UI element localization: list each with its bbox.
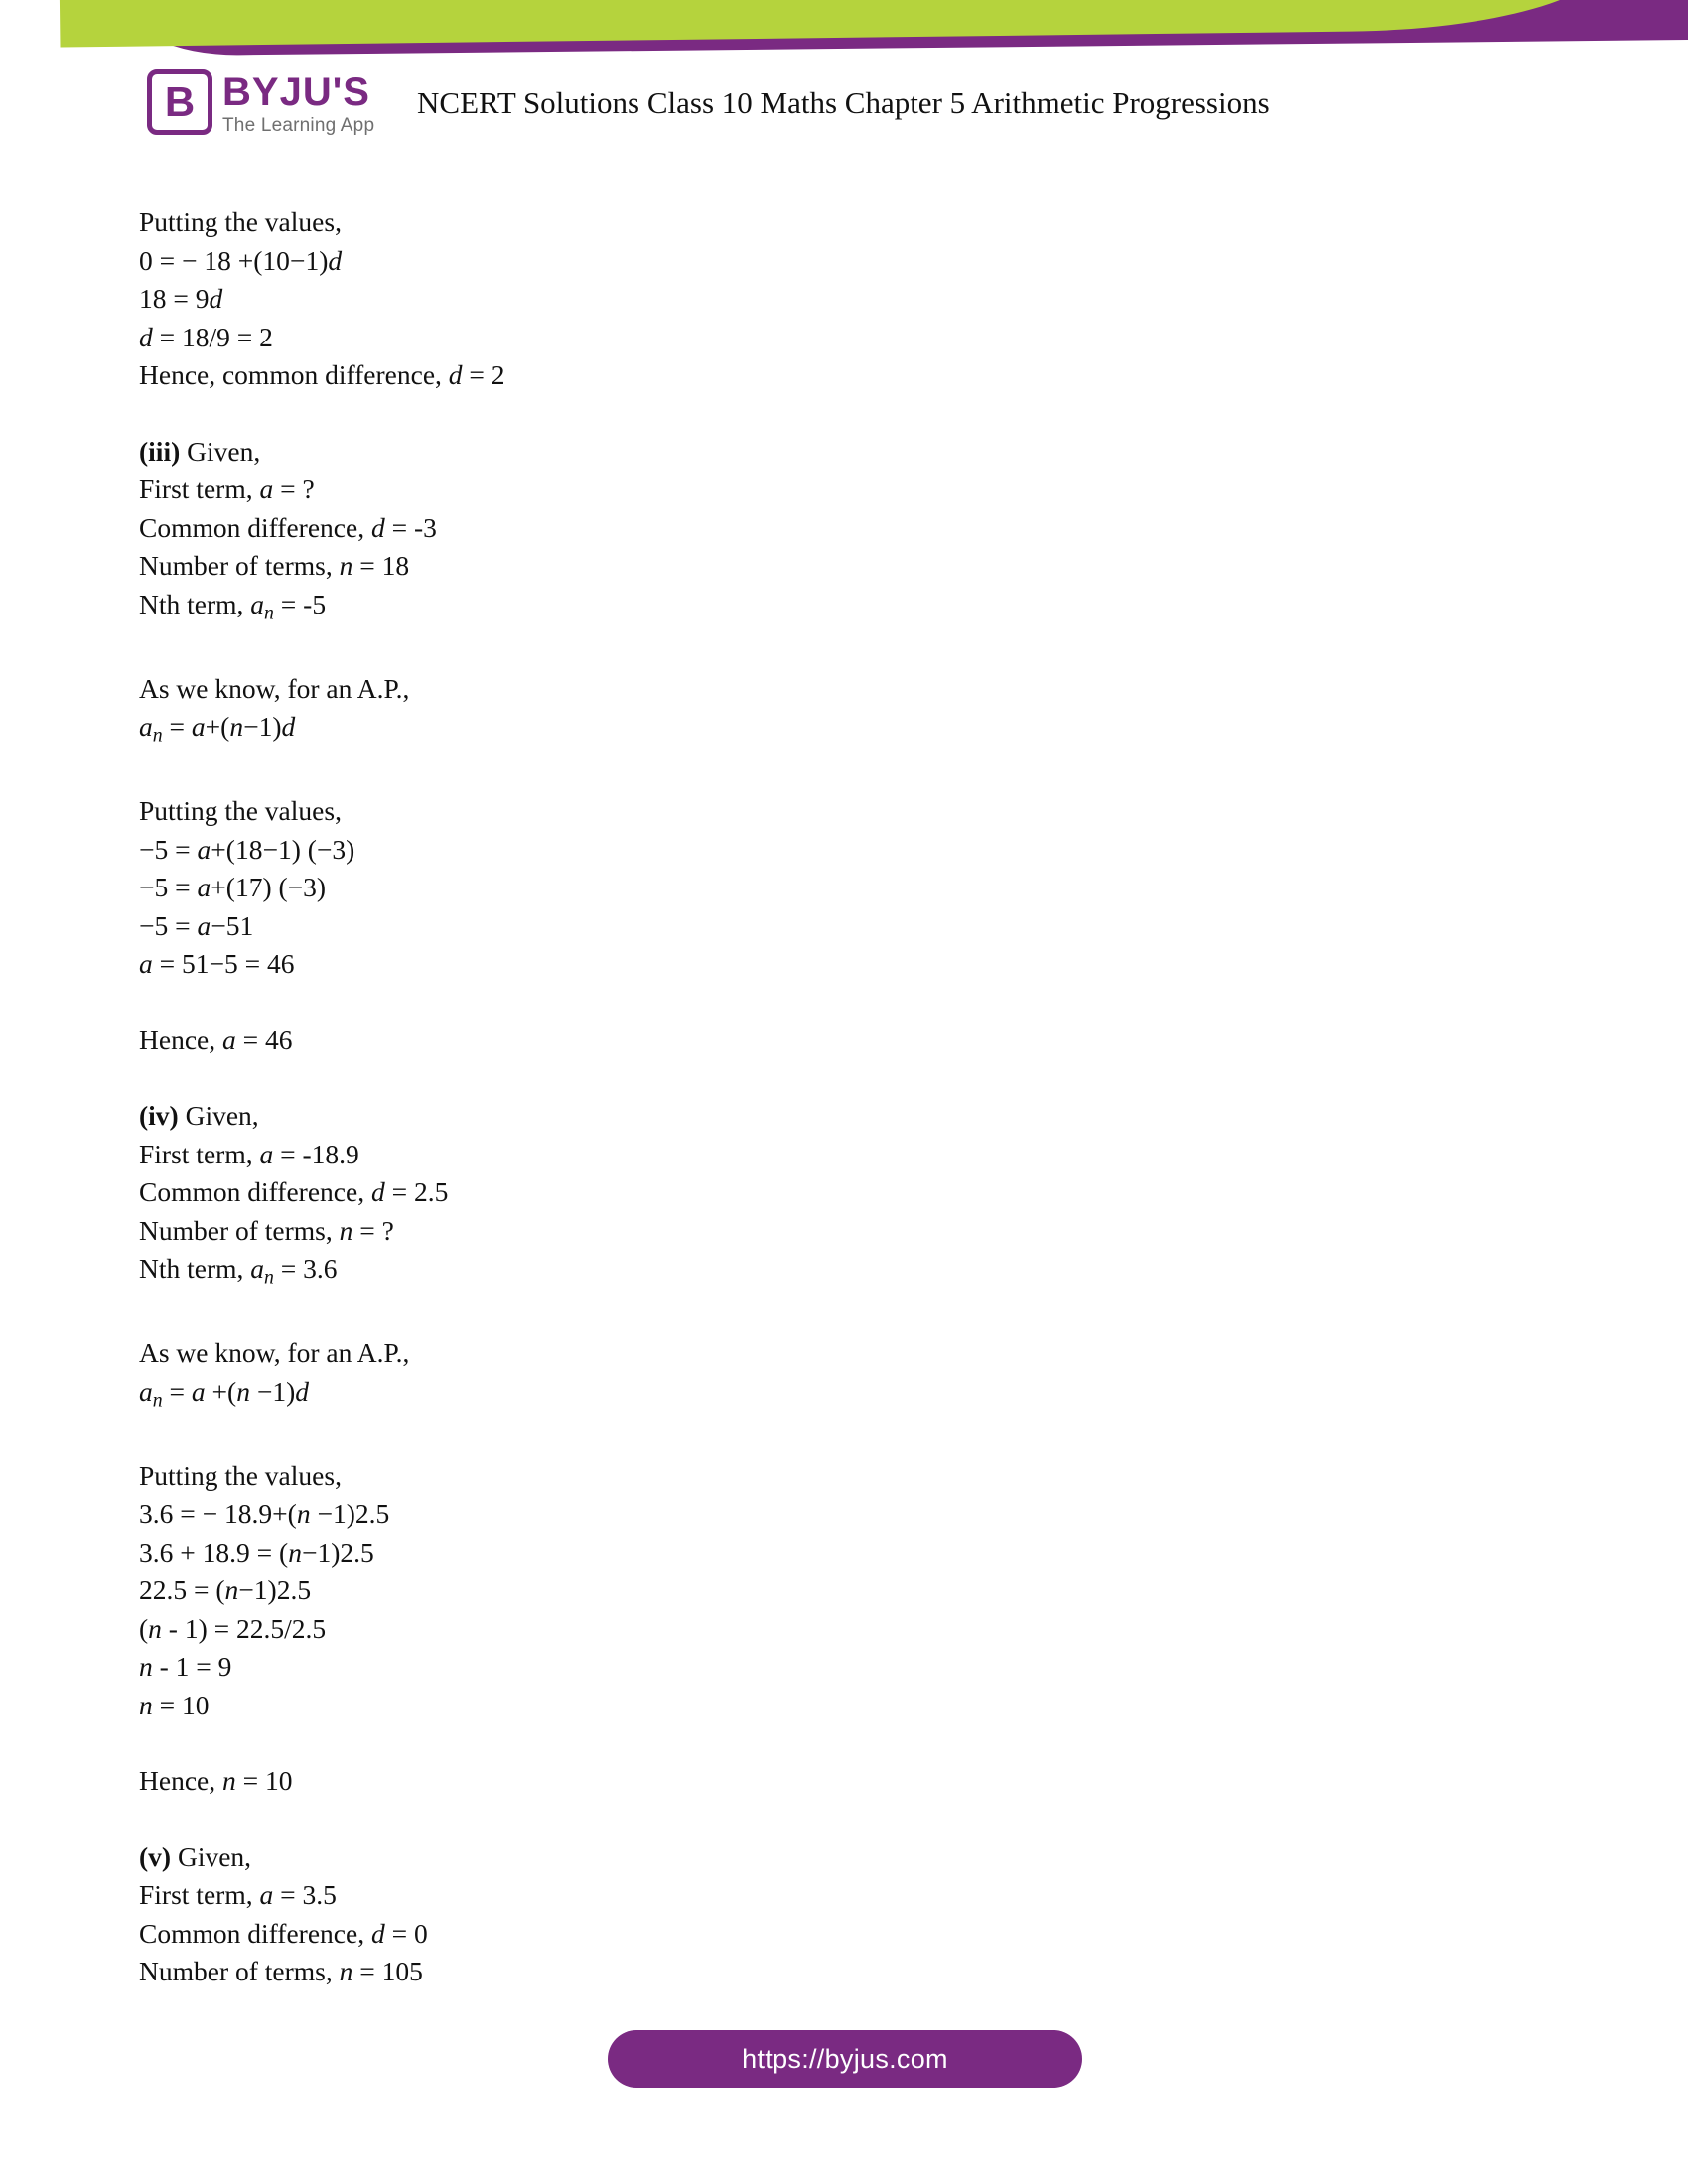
text-line: Hence, n = 10 [139, 1765, 293, 1797]
logo-letter: B [164, 78, 196, 125]
text-line: −5 = a−51 [139, 909, 254, 941]
text-line: (iii) Given, [139, 435, 261, 467]
footer-website-link[interactable] [608, 2030, 1082, 2088]
solution-body [139, 204, 1549, 2029]
text-line: 3.6 + 18.9 = (n−1)2.5 [139, 1536, 374, 1568]
text-line: Putting the values, [139, 206, 342, 237]
text-line: Number of terms, n = 105 [139, 1956, 423, 1987]
text-line: Common difference, d = 2.5 [139, 1176, 449, 1208]
text-line: Hence, a = 46 [139, 1024, 293, 1055]
text-line: −5 = a+(18−1) (−3) [139, 833, 355, 865]
text-line: Common difference, d = -3 [139, 511, 437, 543]
text-line: (v) Given, [139, 1841, 252, 1872]
page-header [0, 62, 1688, 171]
solution-block [139, 1839, 1549, 1991]
solution-block [139, 204, 1549, 395]
page-top-decoration [0, 0, 1688, 62]
text-line: 18 = 9d [139, 283, 223, 314]
text-line: 0 = − 18 +(10−1)d [139, 244, 343, 276]
text-line: First term, a = ? [139, 474, 315, 504]
solution-block [139, 670, 1549, 755]
text-line: Number of terms, n = 18 [139, 550, 410, 581]
text-line: Common difference, d = 0 [139, 1917, 428, 1949]
logo-text-block [222, 69, 374, 137]
text-line: d = 18/9 = 2 [139, 321, 273, 352]
text-line: Putting the values, [139, 1459, 342, 1491]
text-line: 3.6 = − 18.9+(n −1)2.5 [139, 1498, 390, 1530]
text-line: n = 10 [139, 1689, 210, 1720]
footer-url-label: https://byjus.com [742, 2043, 948, 2074]
text-line: 22.5 = (n−1)2.5 [139, 1574, 312, 1606]
solution-block [139, 433, 1549, 632]
text-line: First term, a = 3.5 [139, 1879, 337, 1911]
solution-block [139, 1762, 1549, 1801]
logo-tagline: The Learning App [222, 115, 375, 136]
text-line: As we know, for an A.P., [139, 672, 410, 704]
text-line: First term, a = -18.9 [139, 1138, 359, 1169]
text-line: Putting the values, [139, 795, 342, 827]
text-line: Hence, common difference, d = 2 [139, 359, 505, 390]
logo-b-icon [147, 69, 212, 135]
text-line: (iv) Given, [139, 1100, 259, 1132]
byjus-logo [147, 69, 374, 137]
page-title: NCERT Solutions Class 10 Maths Chapter 5 Arithmetic Progressions [417, 85, 1270, 120]
text-line: $a_n = a +(n -1)d$ [139, 1375, 309, 1412]
text-line: Nth term, $a_n = 3.6$ [139, 1253, 338, 1289]
text-line: −5 = a+(17) (−3) [139, 872, 327, 903]
solution-block [139, 792, 1549, 984]
text-line: a = 51−5 = 46 [139, 948, 295, 980]
text-line: n - 1 = 9 [139, 1651, 232, 1683]
text-line: As we know, for an A.P., [139, 1337, 410, 1369]
text-line: Nth term, $a_n = -5$ [139, 588, 327, 624]
text-line: Number of terms, n = ? [139, 1214, 394, 1246]
solution-block [139, 1334, 1549, 1420]
text-line: (n - 1) = 22.5/2.5 [139, 1612, 327, 1644]
text-line: $a_n = a+(n-1)d$ [139, 711, 296, 747]
solution-block [139, 1457, 1549, 1725]
logo-brand-name: BYJU'S [222, 70, 370, 114]
solution-block [139, 1022, 1549, 1060]
solution-block [139, 1097, 1549, 1297]
